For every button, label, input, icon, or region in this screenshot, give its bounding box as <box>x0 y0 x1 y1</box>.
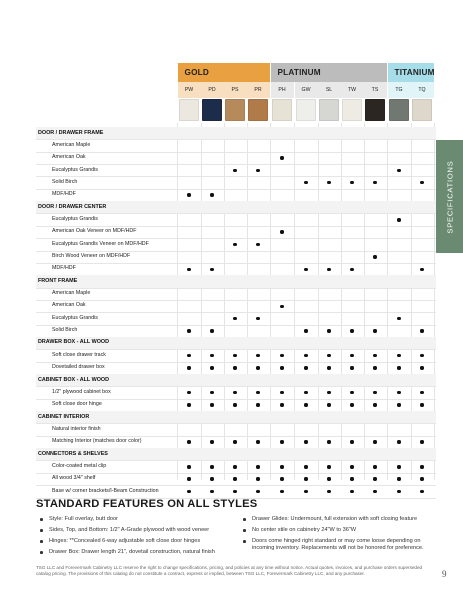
row-divider <box>36 300 436 301</box>
availability-dot-tq <box>420 465 423 468</box>
column-code-tg: TG <box>388 82 411 98</box>
availability-dot-pr <box>256 354 259 357</box>
column-code-tq: TQ <box>411 82 434 98</box>
availability-dot-tg <box>397 317 400 320</box>
availability-dot-pw <box>187 354 190 357</box>
availability-dot-pr <box>256 477 259 480</box>
availability-dot-ps <box>233 317 236 320</box>
features-title: STANDARD FEATURES ON ALL STYLES <box>36 498 258 510</box>
availability-dot-ph <box>280 366 283 369</box>
availability-dot-tq <box>420 329 423 332</box>
availability-dot-gw <box>304 181 307 184</box>
feature-bullet <box>40 551 43 554</box>
page-number: 9 <box>442 569 447 579</box>
availability-dot-pd <box>210 391 213 394</box>
availability-dot-tw <box>350 477 353 480</box>
specifications-side-tab-label: SPECIFICATIONS <box>445 159 454 234</box>
availability-dot-pw <box>187 329 190 332</box>
availability-dot-pd <box>210 193 213 196</box>
availability-dot-ph <box>280 440 283 443</box>
spec-row-label: Eucalyptus Grandis <box>52 166 98 173</box>
row-divider <box>36 288 436 289</box>
spec-row-label: Soft close drawer track <box>52 351 106 358</box>
column-code-ts: TS <box>364 82 387 98</box>
availability-dot-ps <box>233 440 236 443</box>
availability-dot-ps <box>233 465 236 468</box>
availability-dot-pd <box>210 268 213 271</box>
column-code-ph: PH <box>271 82 294 98</box>
feature-bullet <box>243 540 246 543</box>
specifications-side-tab <box>436 140 463 253</box>
availability-dot-pw <box>187 268 190 271</box>
spec-row-label: Birch Wood Veneer on MDF/HDF <box>52 253 131 259</box>
availability-dot-gw <box>304 366 307 369</box>
availability-dot-pr <box>256 366 259 369</box>
availability-dot-tg <box>397 366 400 369</box>
column-code-tw: TW <box>341 82 364 98</box>
availability-dot-ph <box>280 230 283 233</box>
availability-dot-gw <box>304 391 307 394</box>
availability-dot-pd <box>210 465 213 468</box>
availability-dot-ph <box>280 465 283 468</box>
availability-dot-ph <box>280 403 283 406</box>
availability-dot-tw <box>350 329 353 332</box>
availability-dot-ph <box>280 490 283 493</box>
feature-bullet <box>40 518 43 521</box>
feature-item: Drawer Box: Drawer length 21", dovetail construction, natural finish <box>49 549 215 555</box>
availability-dot-pw <box>187 440 190 443</box>
availability-dot-pr <box>256 490 259 493</box>
availability-dot-ts <box>373 465 376 468</box>
spec-row-label: Eucalyptus Grandis <box>52 215 98 222</box>
color-swatch-tq <box>412 99 432 121</box>
spec-row-label: All wood 3/4" shelf <box>52 475 96 482</box>
feature-bullet <box>243 518 246 521</box>
availability-dot-pr <box>256 317 259 320</box>
availability-dot-pr <box>256 440 259 443</box>
availability-dot-pd <box>210 329 213 332</box>
availability-dot-tw <box>350 366 353 369</box>
availability-dot-ph <box>280 477 283 480</box>
spec-row-label: American Maple <box>52 141 91 148</box>
availability-dot-tw <box>350 490 353 493</box>
availability-dot-pw <box>187 391 190 394</box>
availability-dot-ts <box>373 255 376 258</box>
availability-dot-ts <box>373 440 376 443</box>
spec-row-label: Color-coated metal clip <box>52 462 107 469</box>
section-title: FRONT FRAME <box>38 277 78 284</box>
spec-row-label: Base w/ corner brackets/I-Beam Construction <box>52 487 159 494</box>
spec-row-label: Natural interior finish <box>52 425 101 432</box>
availability-dot-gw <box>304 440 307 443</box>
availability-dot-sl <box>327 391 330 394</box>
availability-dot-ts <box>373 403 376 406</box>
spec-row-label: MDF/HDF <box>52 265 76 272</box>
feature-bullet <box>40 540 43 543</box>
availability-dot-sl <box>327 329 330 332</box>
column-code-pw: PW <box>178 82 201 98</box>
row-divider <box>36 189 436 190</box>
availability-dot-ts <box>373 366 376 369</box>
section-title: CONNECTORS & SHELVES <box>38 450 108 457</box>
availability-dot-pr <box>256 465 259 468</box>
availability-dot-tg <box>397 477 400 480</box>
availability-dot-pr <box>256 391 259 394</box>
availability-dot-gw <box>304 354 307 357</box>
availability-dot-ts <box>373 490 376 493</box>
availability-dot-sl <box>327 440 330 443</box>
availability-dot-tq <box>420 354 423 357</box>
availability-dot-tq <box>420 181 423 184</box>
tier-header-platinum: PLATINUM <box>271 63 387 82</box>
spec-row-label: Eucalyptus Grandis Veneer on MDF/HDF <box>52 240 149 247</box>
availability-dot-tq <box>420 440 423 443</box>
availability-dot-sl <box>327 366 330 369</box>
availability-dot-tg <box>397 169 400 172</box>
availability-dot-tw <box>350 181 353 184</box>
availability-dot-tq <box>420 391 423 394</box>
color-swatch-pd <box>202 99 222 121</box>
availability-dot-tw <box>350 440 353 443</box>
column-code-ps: PS <box>224 82 247 98</box>
spec-row-label: American Oak <box>52 154 86 161</box>
color-swatch-gw <box>296 99 316 121</box>
availability-dot-ts <box>373 329 376 332</box>
spec-row-label: American Oak <box>52 302 86 309</box>
availability-dot-pr <box>256 169 259 172</box>
availability-dot-ph <box>280 354 283 357</box>
availability-dot-ps <box>233 354 236 357</box>
availability-dot-pr <box>256 243 259 246</box>
feature-bullet <box>40 529 43 532</box>
availability-dot-sl <box>327 465 330 468</box>
availability-dot-tg <box>397 490 400 493</box>
spec-row-label: Dovetailed drawer box <box>52 364 105 371</box>
availability-dot-tw <box>350 354 353 357</box>
column-code-pd: PD <box>201 82 224 98</box>
row-divider <box>36 152 436 153</box>
availability-dot-pd <box>210 354 213 357</box>
availability-dot-tg <box>397 403 400 406</box>
color-swatch-ps <box>225 99 245 121</box>
availability-dot-pd <box>210 366 213 369</box>
color-swatch-ts <box>365 99 385 121</box>
availability-dot-tq <box>420 366 423 369</box>
tier-header-titanium: TITANIUM <box>388 63 434 82</box>
section-title: DOOR / DRAWER CENTER <box>38 203 107 210</box>
color-swatch-tg <box>389 99 409 121</box>
color-swatch-pr <box>248 99 268 121</box>
availability-dot-sl <box>327 477 330 480</box>
availability-dot-ph <box>280 391 283 394</box>
spec-row-label: American Oak Veneer on MDF/HDF <box>52 228 137 235</box>
section-title: DRAWER BOX - ALL WOOD <box>38 339 109 346</box>
section-header-row <box>36 411 436 423</box>
availability-dot-tq <box>420 477 423 480</box>
availability-dot-ph <box>280 305 283 308</box>
availability-dot-pd <box>210 403 213 406</box>
color-swatch-sl <box>319 99 339 121</box>
availability-dot-sl <box>327 490 330 493</box>
row-divider <box>36 176 436 177</box>
availability-dot-ts <box>373 477 376 480</box>
row-divider <box>36 139 436 140</box>
availability-dot-ps <box>233 366 236 369</box>
availability-dot-pw <box>187 366 190 369</box>
availability-dot-gw <box>304 477 307 480</box>
availability-dot-ts <box>373 391 376 394</box>
spec-row-label: Eucalyptus Grandis <box>52 314 98 321</box>
availability-dot-tq <box>420 490 423 493</box>
section-header-row <box>36 275 436 287</box>
row-divider <box>36 263 436 264</box>
availability-dot-pw <box>187 403 190 406</box>
availability-dot-ps <box>233 403 236 406</box>
feature-item: Hinges: **Concealed 6-way adjustable soft close door hinges <box>49 538 201 544</box>
availability-dot-ts <box>373 181 376 184</box>
section-title: CABINET INTERIOR <box>38 413 90 420</box>
availability-dot-gw <box>304 403 307 406</box>
availability-dot-pd <box>210 477 213 480</box>
section-title: DOOR / DRAWER FRAME <box>38 129 104 136</box>
availability-dot-tw <box>350 465 353 468</box>
feature-item: Drawer Glides: Undermount, full extension with soft closing feature <box>252 516 418 522</box>
spec-row-label: MDF/HDF <box>52 191 76 198</box>
availability-dot-gw <box>304 490 307 493</box>
availability-dot-tq <box>420 268 423 271</box>
spec-row-label: 1/2" plywood cabinet box <box>52 388 111 395</box>
availability-dot-ps <box>233 243 236 246</box>
feature-item: Style: Full overlay, butt door <box>49 516 118 522</box>
color-swatch-pw <box>179 99 199 121</box>
availability-dot-tg <box>397 391 400 394</box>
availability-dot-gw <box>304 465 307 468</box>
availability-dot-ph <box>280 156 283 159</box>
spec-row-label: American Maple <box>52 290 91 297</box>
column-code-pr: PR <box>247 82 270 98</box>
column-code-sl: SL <box>318 82 341 98</box>
availability-dot-tg <box>397 354 400 357</box>
feature-item: Doors come hinged right standard or may come loose depending on incoming inventory. Replacements will not be honored for preference. <box>252 538 424 551</box>
availability-dot-sl <box>327 354 330 357</box>
spec-row-label: Solid Birch <box>52 327 78 334</box>
availability-dot-pr <box>256 403 259 406</box>
availability-dot-pd <box>210 490 213 493</box>
availability-dot-tg <box>397 465 400 468</box>
availability-dot-tw <box>350 403 353 406</box>
availability-dot-sl <box>327 181 330 184</box>
row-divider <box>36 325 436 326</box>
spec-row-label: Matching Interior (matches door color) <box>52 438 142 445</box>
column-code-gw: GW <box>295 82 318 98</box>
availability-dot-gw <box>304 329 307 332</box>
availability-dot-tw <box>350 268 353 271</box>
spec-row-label: Soft close door hinge <box>52 401 102 408</box>
availability-dot-pd <box>210 440 213 443</box>
availability-dot-tg <box>397 218 400 221</box>
tier-header-gold: GOLD <box>178 63 270 82</box>
availability-dot-tw <box>350 391 353 394</box>
disclaimer-text: TSG LLC and Forevermark Cabinetry LLC reserve the right to change specifications, pricing, and policies at any time without notice. Actual quotes, invoices, and purchase orders superseded catalog pricing. The provisions of this catalog do not constitute a contract, express or implied, between TSG LLC, Forevermark Cabinetry LLC, and any purchaser. <box>36 565 423 576</box>
availability-dot-ps <box>233 477 236 480</box>
availability-dot-sl <box>327 403 330 406</box>
availability-dot-tq <box>420 403 423 406</box>
availability-dot-ps <box>233 169 236 172</box>
section-title: CABINET BOX - ALL WOOD <box>38 376 109 383</box>
availability-dot-ps <box>233 490 236 493</box>
row-divider <box>36 473 436 474</box>
spec-row-label: Solid Birch <box>52 178 78 185</box>
feature-bullet <box>243 529 246 532</box>
availability-dot-pw <box>187 477 190 480</box>
availability-dot-pw <box>187 193 190 196</box>
feature-item: No center stile on cabinetry 24"W to 36"W <box>252 527 357 533</box>
availability-dot-tg <box>397 440 400 443</box>
availability-dot-ts <box>373 354 376 357</box>
availability-dot-pw <box>187 490 190 493</box>
availability-dot-ps <box>233 391 236 394</box>
color-swatch-tw <box>342 99 362 121</box>
availability-dot-pw <box>187 465 190 468</box>
availability-dot-gw <box>304 268 307 271</box>
color-swatch-ph <box>272 99 292 121</box>
availability-dot-sl <box>327 268 330 271</box>
feature-item: Sides, Top, and Bottom: 1/2" A-Grade plywood with wood veneer <box>49 527 210 533</box>
